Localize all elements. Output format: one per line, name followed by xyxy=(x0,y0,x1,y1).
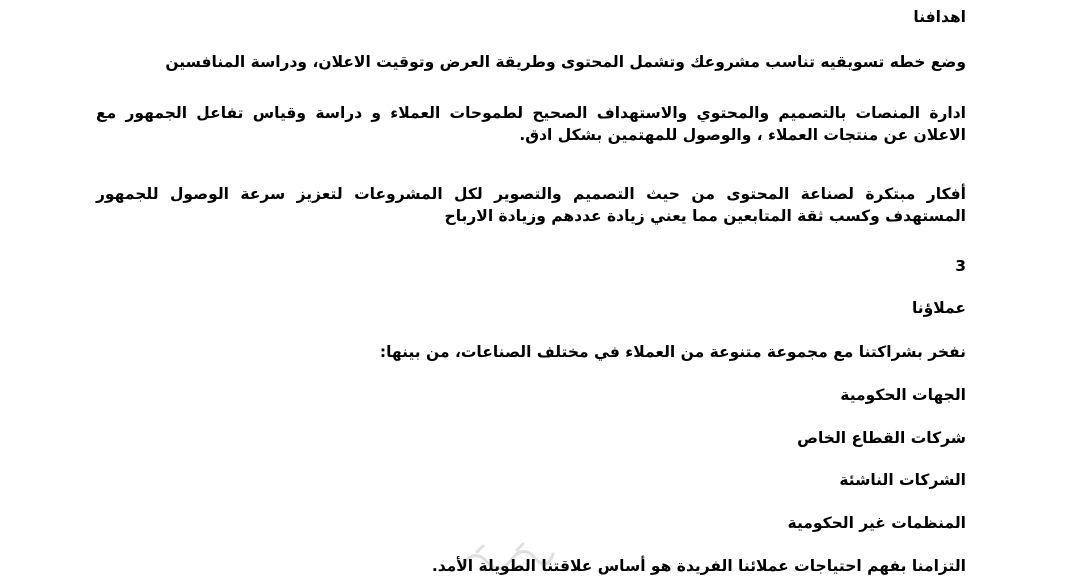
section-heading-clients: عملاؤنا xyxy=(911,299,966,317)
watermark-logo-icon xyxy=(457,540,557,574)
client-item: الجهات الحكومية xyxy=(840,386,966,404)
client-item: المنظمات غير الحكومية xyxy=(787,514,966,532)
clients-intro: نفخر بشراكتنا مع مجموعة متنوعة من العملاء في مختلف الصناعات، من بينها: xyxy=(379,343,966,361)
goal-item-2: ادارة المنصات بالتصميم والمحتوي والاستهداف الصحيح لطموحات العملاء و دراسة وقياس تفاعل الجمهور مع الاعلان عن منتجات العملاء ، والوصول للمهتمين بشكل ادق. xyxy=(96,104,966,144)
section-heading-goals: اهدافنا xyxy=(913,8,966,26)
client-item: الشركات الناشئة xyxy=(839,471,966,489)
client-item: شركات القطاع الخاص xyxy=(797,429,966,447)
goal-item-1: وضع خطه تسويقيه تناسب مشروعك وتشمل المحتوى وطريقة العرض وتوقيت الاعلان، ودراسة المنافسين xyxy=(165,53,966,71)
page-number: 3 xyxy=(955,257,966,275)
goal-item-3: أفكار مبتكرة لصناعة المحتوى من حيث التصميم والتصوير لكل المشروعات لتعزيز سرعة الوصول للجمهور المستهدف وكسب ثقة المتابعين مما يعني زيادة عددهم وزيادة الارباح xyxy=(96,185,966,225)
closing-statement: التزامنا بفهم احتياجات عملائنا الفريدة هو أساس علاقتنا الطويلة الأمد. xyxy=(431,557,966,575)
